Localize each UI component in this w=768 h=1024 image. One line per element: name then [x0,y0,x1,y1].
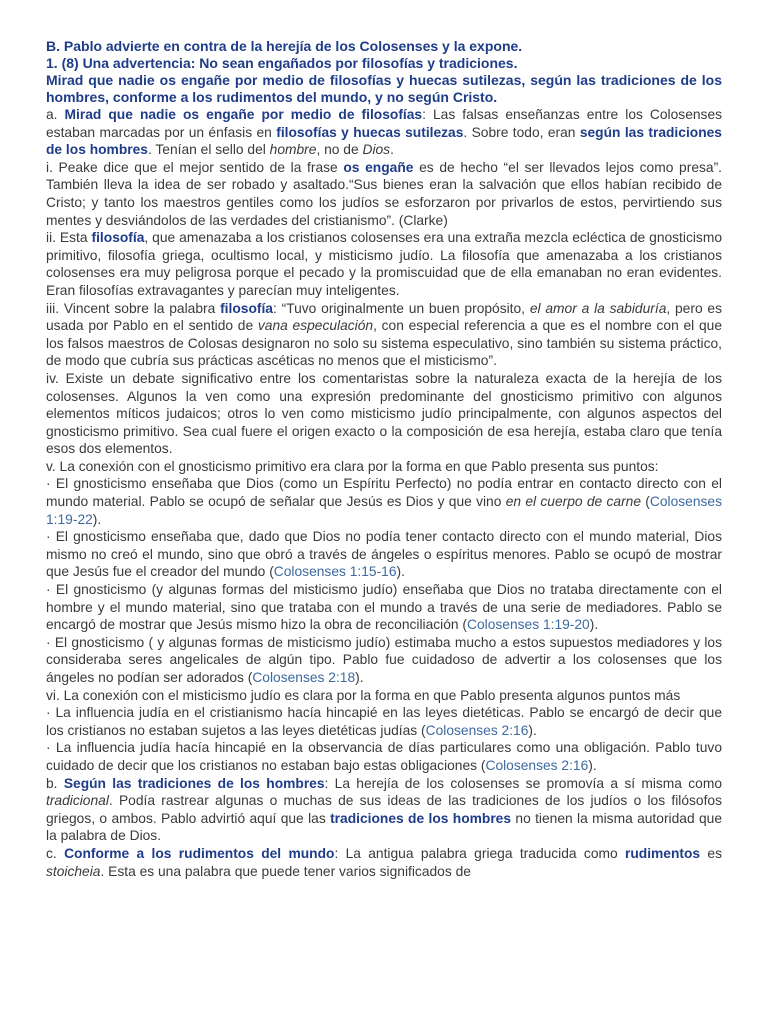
bullet-6 [46,739,722,774]
scripture-reference-link[interactable]: Colosenses 2:16 [485,757,589,773]
text-run: c. [46,845,65,861]
text-run: . Sobre todo, eran [463,124,580,140]
text-run: · El gnosticismo ( y algunas formas de misticismo judío) estimaba mucho a estos supuestos mediadores y los consideraba seres angelicales de algún tipo. Pablo fue cuidadoso de advertir a los colosenses que los ángeles no podían ser adorados ( [46,634,722,685]
text-run: es de hecho “el ser llevados lejos como presa”. También lleva la idea de ser robado y asaltado.“Sus bienes eran la salvación que ellos habían recibido de Cristo; y tanto los maestros gentiles como los judíos se esforzaron por privarlos de estos, pervirtiendo sus mentes y desviándolos de las verdades del cristianismo”. (Clarke) [46,159,722,228]
text-run: ). [588,757,597,773]
text-run: . [390,142,394,158]
para-a-i [46,159,722,229]
para-a-iv [46,370,722,458]
text-run: . Podía rastrear algunas o muchas de sus ideas de las tradiciones de los judíos o los filósofos griegos, o ambos. Pablo advirtió aquí que las [46,793,722,826]
text-run: vi. La conexión con el misticismo judío es clara por la forma en que Pablo presenta algunos puntos más [46,687,681,703]
section-heading: B. Pablo advierte en contra de la herejía de los Colosenses y la expone. [46,38,523,54]
text-run: b. [46,775,64,791]
text-run: es [700,845,722,861]
text-run: , pero es usada por Pablo en el sentido de [46,300,722,334]
text-run: , que amenazaba a los cristianos colosenses era una extraña mezcla ecléctica de gnosticismo primitivo, filosofía griega, ocultismo local, y misticismo judío. La filosofía que amenazaba a los cristianos colosenses era muy peligrosa porque el pecado y la promiscuidad que de ella emanaban no eran evidentes. Eran filosofías extravagantes y parecían muy inteligentes. [46,230,722,298]
italic-term: tradicional [46,793,109,809]
text-run: ). [355,670,364,685]
bold-term: Conforme a los rudimentos del mundo [64,845,335,861]
bullet-5 [46,704,722,739]
text-run: , no de [316,142,363,158]
para-a-iii [46,300,722,370]
bold-term: filosofía [220,300,273,316]
para-a-v [46,458,722,476]
text-run: : “Tuvo originalmente un buen propósito, [272,300,530,316]
text-run: : La antigua palabra griega traducida como [334,845,625,861]
bold-term: filosofía [91,230,145,246]
text-run: , con especial referencia a que es el nombre con el que los falsos maestros de Colosas designaron no solo su sistema especulativo, sino también su sistema práctico, de modo que cubría sus prácticas ascéticas no menos que el misticismo”. [46,318,722,369]
text-run: . Tenían el sello del [147,142,270,158]
text-run: . Esta es una palabra que puede tener varios significados de [100,863,471,879]
text-run: i. Peake dice que el mejor sentido de la frase [46,159,344,175]
scripture-reference-link[interactable]: Colosenses 2:18 [252,670,356,685]
scripture-reference-link[interactable]: Colosenses 1:15-16 [273,564,397,580]
bold-term: según las tradiciones de los hombres [46,124,722,158]
italic-term: hombre [269,142,317,158]
para-b [46,775,722,845]
italic-term: en el cuerpo de carne [505,494,642,510]
text-run: : La herejía de los colosenses se promovía a sí misma como [324,775,722,791]
scripture-reference-link[interactable]: Colosenses 2:16 [425,722,529,738]
para-a-ii [46,229,722,299]
text-run: ). [92,511,102,527]
italic-term: el amor a la sabiduría [529,300,667,316]
text-run: ( [641,494,650,510]
text-run: ii. Esta [46,230,92,246]
text-run: ). [396,564,405,580]
bold-term: Mirad que nadie os engañe por medio de filosofías [64,107,423,122]
text-run: ). [528,722,537,738]
text-run: a. [46,107,65,122]
scripture-reference-link[interactable]: Colosenses 1:19-20 [467,617,590,633]
text-run: : Las falsas enseñanzas entre los Colosenses estaban marcadas por un énfasis en [46,107,723,140]
italic-term: stoicheia [46,863,101,879]
text-run: · La influencia judía hacía hincapié en la observancia de días particulares como una obligación. Pablo tuvo cuidado de decir que los cristianos no estaban bajo estas obligaciones ( [46,740,722,773]
bold-term: Según las tradiciones de los hombres [63,775,325,791]
bold-term: filosofías y huecas sutilezas [276,124,464,140]
para-c [46,845,722,880]
text-run: · La influencia judía en el cristianismo hacía hincapié en las leyes dietéticas. Pablo se encargó de decir que los cristianos no estaban sujetos a las leyes dietéticas judías ( [46,705,722,738]
text-run: iv. Existe un debate significativo entre los comentaristas sobre la naturaleza exacta de la herejía de los colosenses. Algunos la ven como una expresión predominante del gnosticismo primitivo con algunos elementos míticos judaicos; otros lo ven como misticismo judío principalmente, con algunos aspectos del gnosticismo primitivo. Sea cual fuere el origen exacto o la composición de esa herejía, estaba claro que tenía esos dos elementos. [46,370,722,457]
commentary-body [46,106,722,880]
para-a-vi [46,687,722,705]
bold-term: tradiciones de los hombres [330,810,512,826]
point-heading: 1. (8) Una advertencia: No sean engañados por filosofías y tradiciones. [46,55,518,71]
text-run: · El gnosticismo (y algunas formas del misticismo judío) enseñaba que Dios no trataba directamente con el hombre y el mundo material, sino que trataba con el mundo a través de una serie de mediadores. Pablo se encargó de mostrar que Jesús mismo hizo la obra de reconciliación ( [46,582,722,633]
bold-term: rudimentos [624,845,701,861]
bullet-4 [46,634,722,687]
scripture-reference-link[interactable]: Colosenses 1:19-22 [46,494,722,527]
bullet-1 [46,475,722,528]
text-run: · El gnosticismo enseñaba que Dios (como un Espíritu Perfecto) no podía entrar en contacto directo con el mundo material. Pablo se ocupó de señalar que Jesús es Dios y que vino [46,476,722,510]
text-run: · El gnosticismo enseñaba que, dado que Dios no podía tener contacto directo con el mundo material, Dios mismo no creó el mundo, sino que obró a través de ángeles o espíritus menores. Pablo se ocupó de mostrar que Jesús fue el creador del mundo ( [46,529,722,580]
verse-quote: Mirad que nadie os engañe por medio de filosofías y huecas sutilezas, según las tradiciones de los hombres, conforme a los rudimentos del mundo, y no según Cristo. [46,72,722,105]
bold-term: os engañe [343,159,414,175]
text-run: iii. Vincent sobre la palabra [46,300,221,316]
text-run: ). [589,617,599,633]
text-run: v. La conexión con el gnosticismo primitivo era clara por la forma en que Pablo presenta sus puntos: [46,458,659,474]
bullet-3 [46,581,722,634]
text-run: no tienen la misma autoridad que la palabra de Dios. [46,810,722,844]
bullet-2 [46,528,722,581]
para-a [46,106,722,159]
italic-term: Dios [362,142,391,158]
italic-term: vana especulación [257,318,374,334]
